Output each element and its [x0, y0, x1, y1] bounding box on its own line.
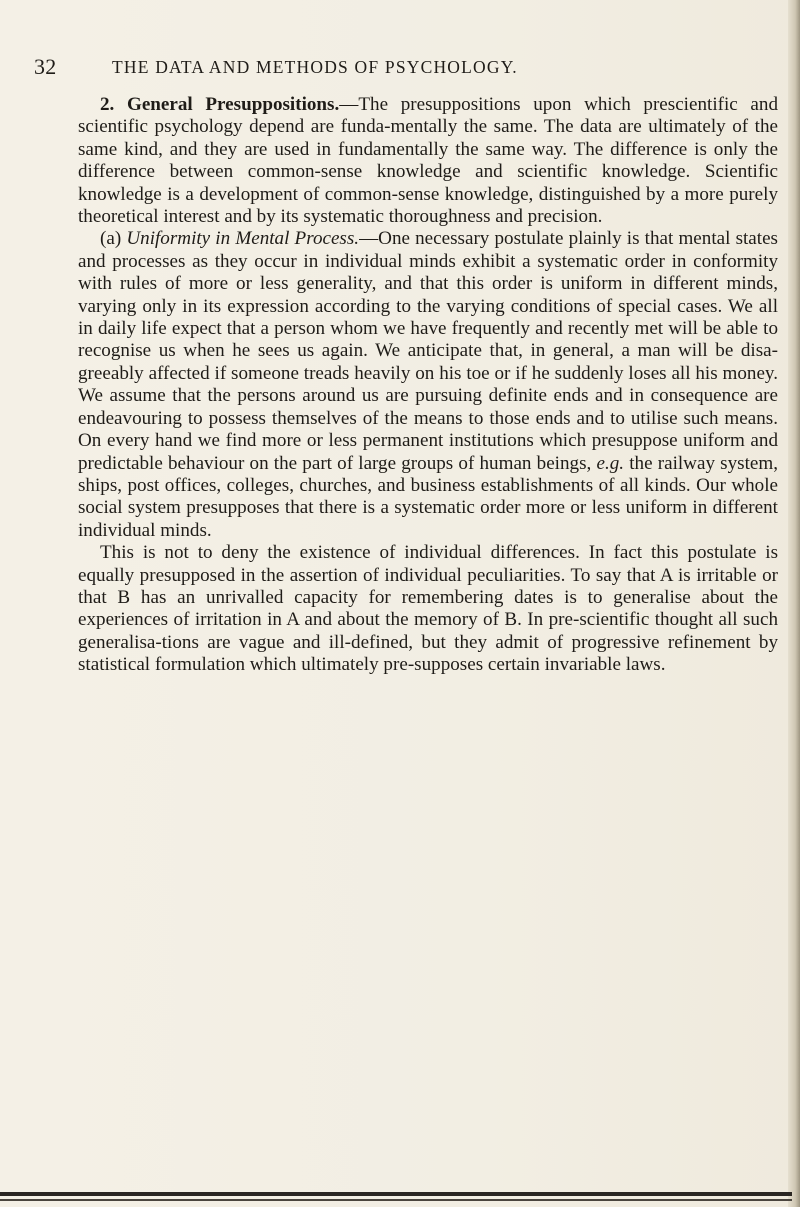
subsection-label: (a) [100, 228, 122, 250]
body-text [78, 94, 778, 677]
bottom-rule [0, 1192, 792, 1196]
bottom-rule-thin [0, 1199, 792, 1201]
subsection-heading: Uniformity in Mental Process. [126, 228, 360, 250]
section-heading: 2. General Presuppositions. [100, 94, 340, 115]
paragraph-text: —The presuppositions upon which prescientific and scientific psychology depend are funda-mentally the same. The data are ultimately of the same kind, and they are used in fundamentally the same way. The difference is only the difference between common-sense knowledge and scientific knowledge. Scientific knowledge is a development of common-sense knowledge, distinguished by a more purely theoretical interest and by its systematic thoroughness and precision. [78, 94, 778, 228]
paragraph-text-continued: the railway system, ships, post offices, colleges, churches, and business establishments of all kinds. Our whole social system presupposes that there is a systematic order more or less uniform in different individual minds. [78, 452, 778, 541]
paragraph-uniformity [78, 228, 778, 542]
running-title: THE DATA AND METHODS OF PSYCHOLOGY. [112, 57, 518, 77]
running-head [34, 54, 734, 84]
paragraph-individual-differences [78, 542, 778, 676]
eg-abbreviation: e.g. [596, 452, 625, 474]
paragraph-text: —One necessary postulate plainly is that mental states and processes as they occur in individual minds exhibit a systematic order in conformity with rules of more or less generality, and that this order is uniform in different minds, varying only in its expression according to the varying conditions of special cases. We all in daily life expect that a person whom we have frequently and recently met will be able to recognise us when he sees us again. We anticipate that, in general, a man will be disa-greeably affected if someone treads heavily on his toe or if he suddenly loses all his money. We assume that the persons around us are pursuing definite ends and in consequence are endeavouring to possess themselves of the means to those ends and to utilise such means. On every hand we find more or less permanent institutions which presuppose uniform and predictable behaviour on the part of large groups of human beings, [78, 228, 778, 474]
paragraph-general-presuppositions [78, 94, 778, 228]
page-edge-shadow [788, 0, 800, 1207]
paragraph-text: This is not to deny the existence of individual differences. In fact this postulate is equally presupposed in the assertion of individual peculiarities. To say that A is irritable or that B has an unrivalled capacity for remembering dates is to generalise about the experiences of irritation in A and about the memory of B. In pre-scientific thought all such generalisa-tions are vague and ill-defined, but they admit of progressive refinement by statistical formulation which ultimately pre-supposes certain invariable laws. [78, 542, 778, 676]
page-number: 32 [34, 54, 57, 79]
